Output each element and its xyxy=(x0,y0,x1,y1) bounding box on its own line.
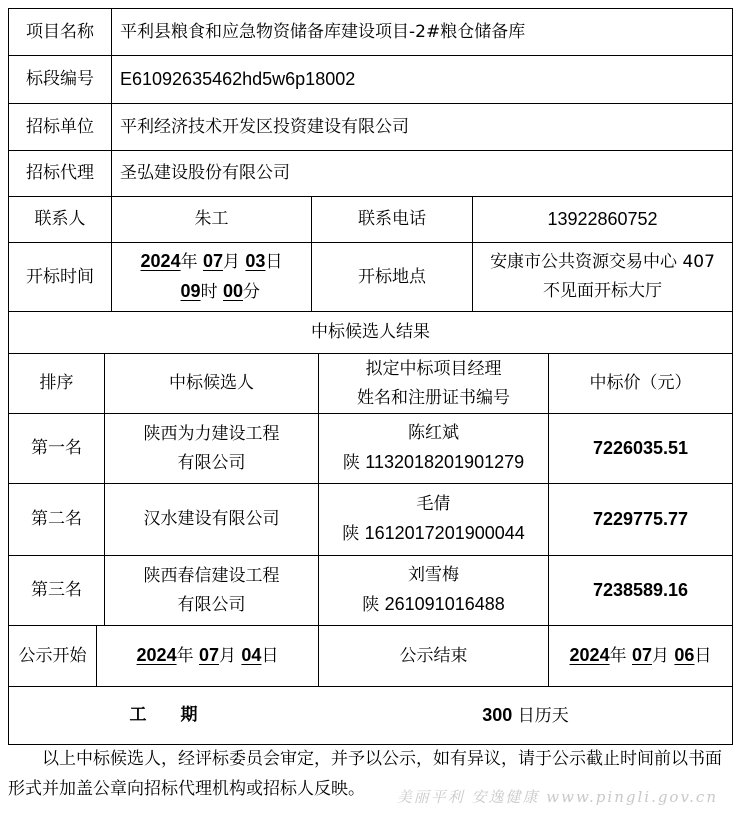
header-manager xyxy=(319,354,548,413)
project-name-label: 项目名称 xyxy=(26,21,94,42)
table-row-price: 7229775.77 xyxy=(592,509,689,529)
open-place-label: 开标地点 xyxy=(358,266,426,287)
start-day: 04 xyxy=(241,645,262,665)
header-rank: 排序 xyxy=(39,373,74,393)
project-name-value: 平利县粮食和应急物资储备库建设项目-2#粮仓储备库 xyxy=(120,21,526,42)
duration-number: 300 xyxy=(482,704,513,725)
open-year: 2024 xyxy=(140,251,181,271)
open-minute: 00 xyxy=(222,281,243,301)
hour-unit: 时 xyxy=(200,282,218,302)
start-year: 2024 xyxy=(136,645,177,665)
year-unit: 年 xyxy=(609,646,627,666)
agent-value: 圣弘建设股份有限公司 xyxy=(120,163,290,183)
results-title: 中标候选人结果 xyxy=(311,322,430,342)
open-month: 07 xyxy=(202,251,224,271)
tenderer-label: 招标单位 xyxy=(26,116,94,137)
candidate-line1: 陕西春信建设工程 xyxy=(143,565,280,586)
manager-name: 毛倩 xyxy=(416,494,451,514)
table-row-manager xyxy=(319,414,548,483)
cert-prefix: 陕 xyxy=(342,453,360,473)
publicity-end-label: 公示结束 xyxy=(399,645,468,666)
duration-value xyxy=(319,687,732,744)
contact-label: 联系人 xyxy=(34,209,86,229)
cert-prefix: 陕 xyxy=(342,524,360,544)
duration-unit: 日历天 xyxy=(517,705,569,726)
table-row-rank: 第三名 xyxy=(31,580,82,600)
day-unit: 日 xyxy=(694,646,712,666)
phone-value: 13922860752 xyxy=(547,209,658,229)
open-place-value xyxy=(473,243,732,311)
month-unit: 月 xyxy=(223,252,241,272)
candidate-line1: 汉水建设有限公司 xyxy=(143,509,280,529)
open-day: 03 xyxy=(245,251,266,271)
open-hour: 09 xyxy=(180,281,201,301)
cert-number: 1612017201900044 xyxy=(364,523,525,543)
candidate-line1: 陕西为力建设工程 xyxy=(143,423,280,444)
table-row-price: 7238589.16 xyxy=(592,580,689,600)
table-row-manager xyxy=(319,556,548,625)
day-unit: 日 xyxy=(265,252,283,272)
table-row-rank: 第一名 xyxy=(31,438,82,458)
publicity-end-date xyxy=(549,626,732,686)
year-unit: 年 xyxy=(176,646,194,666)
cert-number: 1132018201901279 xyxy=(365,452,525,472)
cert-number: 261091016488 xyxy=(384,594,505,614)
agent-label: 招标代理 xyxy=(26,163,94,183)
month-unit: 月 xyxy=(652,646,670,666)
table-row-candidate xyxy=(105,556,318,625)
table-row-candidate xyxy=(105,484,318,555)
watermark: 美丽平利 安逸健康 www.pingli.gov.cn xyxy=(396,788,718,806)
header-manager-line1: 拟定中标项目经理 xyxy=(365,358,502,379)
manager-name: 陈红斌 xyxy=(408,423,459,443)
header-price: 中标价（元） xyxy=(589,373,692,393)
publicity-start-label: 公示开始 xyxy=(18,645,87,666)
header-manager-line2: 姓名和注册证书编号 xyxy=(357,387,510,408)
open-time-label: 开标时间 xyxy=(26,266,94,287)
end-month: 07 xyxy=(631,645,653,665)
candidate-line2: 有限公司 xyxy=(177,594,246,615)
table-row-candidate xyxy=(105,414,318,483)
open-place-line2: 不见面开标大厅 xyxy=(542,281,662,301)
manager-name: 刘雪梅 xyxy=(407,565,459,585)
table-row-price: 7226035.51 xyxy=(592,438,689,458)
tenderer-value: 平利经济技术开发区投资建设有限公司 xyxy=(120,116,409,137)
candidate-line2: 有限公司 xyxy=(177,452,246,473)
month-unit: 月 xyxy=(219,646,237,666)
contact-value: 朱工 xyxy=(194,209,229,229)
table-border xyxy=(732,8,733,745)
year-unit: 年 xyxy=(180,252,198,272)
open-place-line1: 安康市公共资源交易中心 407 xyxy=(490,252,715,272)
day-unit: 日 xyxy=(261,646,279,666)
notice-text: 以上中标候选人，经评标委员会审定，并予以公示，如有异议，请于公示截止时间前以书面形式并加盖公章向招标代理机构或招标人反映。 xyxy=(8,749,722,799)
section-value: E61092635462hd5w6p18002 xyxy=(120,69,356,89)
phone-label: 联系电话 xyxy=(358,209,426,229)
table-row-rank: 第二名 xyxy=(31,509,82,529)
cert-prefix: 陕 xyxy=(362,595,380,615)
publicity-start-date xyxy=(97,626,318,686)
end-day: 06 xyxy=(674,645,695,665)
end-year: 2024 xyxy=(569,645,610,665)
duration-label: 工 期 xyxy=(129,705,198,725)
minute-unit: 分 xyxy=(243,282,260,302)
table-row-manager xyxy=(319,484,548,555)
header-candidate: 中标候选人 xyxy=(169,373,254,393)
section-label: 标段编号 xyxy=(26,69,94,89)
open-time-value xyxy=(112,243,311,311)
start-month: 07 xyxy=(198,645,220,665)
